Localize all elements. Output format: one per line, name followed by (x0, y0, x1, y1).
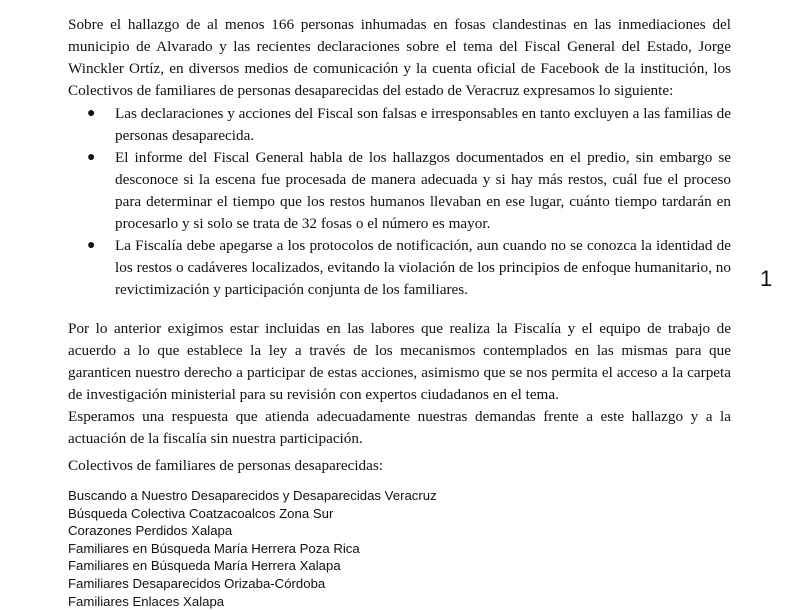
collective-item: Familiares en Búsqueda María Herrera Xalapa (68, 558, 341, 574)
response-paragraph: Esperamos una respuesta que atienda adecuadamente nuestras demandas frente a este hallazgo y a la actuación de la fiscalía sin nuestra participación. (68, 408, 731, 447)
collectives-heading: Colectivos de familiares de personas desaparecidas: (68, 457, 384, 474)
bullet-item (68, 235, 731, 301)
bullet-dot-icon: ● (87, 150, 96, 165)
collective-item: Familiares Desaparecidos Orizaba-Córdoba (68, 575, 326, 591)
bullet-text: El informe del Fiscal General habla de los hallazgos documentados en el predio, sin embargo se desconoce si la escena fue procesada de manera adecuada y si hay más restos, cuál fue el proceso para determinar el tiempo que los restos humanos llevaban en ese lugar, cuánto tiempo tardarán en procesarlo y si solo se trata de 32 fosas o el número es mayor. (115, 149, 731, 232)
cut-off-heading-fragment (68, 0, 268, 2)
collective-item: Búsqueda Colectiva Coatzacoalcos Zona Sur (68, 505, 334, 521)
bullet-text: Las declaraciones y acciones del Fiscal son falsas e irresponsables en tanto excluyen a las familias de personas desaparecida. (115, 105, 731, 144)
collectives-list (68, 487, 437, 610)
demand-paragraph: Por lo anterior exigimos estar incluidas en las labores que realiza la Fiscalía y el equipo de trabajo de acuerdo a lo que establece la ley a través de los mecanismos contemplados en las mismas para que garanticen nuestro derecho a participar de estas acciones, asimismo que se nos permita el acceso a la carpeta de investigación ministerial para su revisión con expertos ciudadanos en el tema. (68, 320, 731, 403)
collective-item: Familiares Enlaces Xalapa (68, 593, 225, 609)
collective-item: Corazones Perdidos Xalapa (68, 523, 233, 539)
page-number: 1 (760, 266, 773, 291)
bullet-item (68, 147, 731, 235)
bullet-item (68, 103, 731, 147)
bullet-dot-icon: ● (87, 238, 96, 253)
collective-item: Buscando a Nuestro Desaparecidos y Desaparecidas Veracruz (68, 488, 437, 503)
bullet-list (68, 103, 731, 301)
intro-paragraph: Sobre el hallazgo de al menos 166 personas inhumadas en fosas clandestinas en las inmediaciones del municipio de Alvarado y las recientes declaraciones sobre el tema del Fiscal General del Estado, Jorge Winckler Ortíz, en diversos medios de comunicación y la cuenta oficial de Facebook de la institución, los Colectivos de familiares de personas desaparecidas del estado de Veracruz expresamos lo siguiente: (68, 16, 731, 99)
bullet-text: La Fiscalía debe apegarse a los protocolos de notificación, aun cuando no se conozca la identidad de los restos o cadáveres localizados, evitando la violación de los principios de enfoque humanitario, no revictimización y participación conjunta de los familiares. (115, 237, 731, 298)
bullet-dot-icon: ● (87, 106, 96, 121)
collective-item: Familiares en Búsqueda María Herrera Poza Rica (68, 540, 360, 556)
